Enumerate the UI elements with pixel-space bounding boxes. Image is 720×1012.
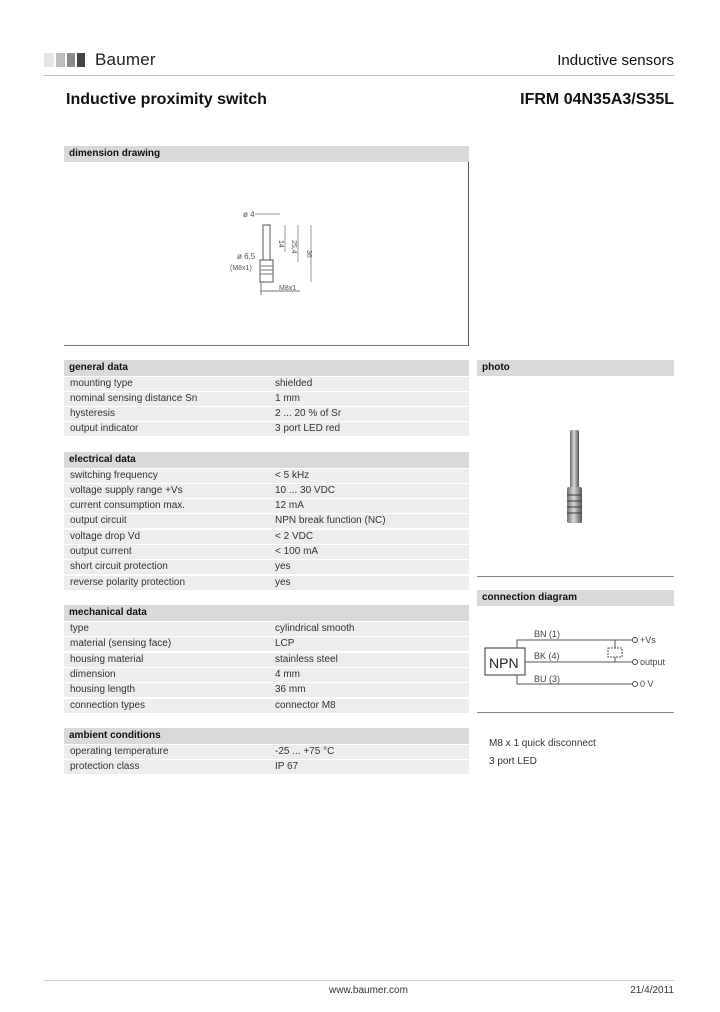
brand-logo-bars bbox=[44, 53, 90, 67]
row-label: switching frequency bbox=[70, 470, 158, 481]
terminal-0v bbox=[633, 682, 638, 687]
section-connection-diagram: connection diagram bbox=[477, 590, 674, 606]
row-label: operating temperature bbox=[70, 746, 169, 757]
dimension-label-dia4: ø 4 bbox=[243, 210, 255, 219]
table-row bbox=[64, 545, 469, 559]
row-label: short circuit protection bbox=[70, 561, 168, 572]
connection-note: 3 port LED bbox=[489, 756, 537, 767]
row-value: 2 ... 20 % of Sr bbox=[275, 408, 342, 419]
row-value: yes bbox=[275, 577, 291, 588]
table-row bbox=[64, 745, 469, 759]
row-label: protection class bbox=[70, 761, 140, 772]
row-label: voltage drop Vd bbox=[70, 531, 141, 542]
table-row bbox=[64, 576, 469, 590]
sensor-photo bbox=[555, 425, 595, 530]
dimension-label-thread: M8x1 bbox=[279, 285, 297, 292]
table-row bbox=[64, 377, 469, 391]
row-value: < 5 kHz bbox=[275, 470, 310, 481]
product-category: Inductive sensors bbox=[557, 52, 674, 69]
row-value: 4 mm bbox=[275, 669, 300, 680]
row-label: connection types bbox=[70, 700, 146, 711]
connection-note: M8 x 1 quick disconnect bbox=[489, 738, 596, 749]
row-value: < 2 VDC bbox=[275, 531, 314, 542]
load-resistor bbox=[608, 648, 622, 657]
row-value: 1 mm bbox=[275, 393, 300, 404]
row-value: 12 mA bbox=[275, 500, 304, 511]
row-value: 3 port LED red bbox=[275, 423, 341, 434]
row-label: mounting type bbox=[70, 378, 133, 389]
dimension-label-25: 25,4 bbox=[290, 240, 297, 254]
row-value: shielded bbox=[275, 378, 313, 389]
header-divider bbox=[44, 75, 674, 76]
table-row bbox=[64, 499, 469, 513]
dimension-drawing-bottom-rule bbox=[64, 345, 469, 346]
wire-label-bn: BN (1) bbox=[534, 629, 561, 639]
row-label: housing material bbox=[70, 654, 144, 665]
product-code: IFRM 04N35A3/S35L bbox=[520, 91, 674, 108]
terminal-label-vs: +Vs bbox=[640, 635, 656, 645]
dimension-label-36: 36 bbox=[305, 250, 312, 258]
row-label: type bbox=[70, 623, 89, 634]
dimension-drawing bbox=[225, 200, 335, 300]
section-mechanical-data: mechanical data bbox=[64, 605, 469, 621]
table-row bbox=[64, 469, 469, 483]
row-value: -25 ... +75 °C bbox=[275, 746, 335, 757]
page-title: Inductive proximity switch bbox=[66, 91, 267, 108]
table-row bbox=[64, 407, 469, 421]
row-label: nominal sensing distance Sn bbox=[70, 393, 198, 404]
terminal-label-output: output bbox=[640, 657, 666, 667]
row-label: current consumption max. bbox=[70, 500, 186, 511]
sensor-photo-connector bbox=[567, 487, 582, 523]
row-value: NPN break function (NC) bbox=[275, 515, 386, 526]
table-row bbox=[64, 392, 469, 406]
sensor-photo-shaft bbox=[570, 430, 579, 488]
section-dimension-drawing: dimension drawing bbox=[64, 146, 469, 162]
wire-label-bk: BK (4) bbox=[534, 651, 560, 661]
sensor-connector bbox=[260, 260, 273, 282]
table-row bbox=[64, 637, 469, 651]
footer-divider bbox=[44, 980, 674, 981]
row-value: < 100 mA bbox=[275, 546, 319, 557]
row-value: cylindrical smooth bbox=[275, 623, 355, 634]
connection-diagram bbox=[477, 618, 674, 700]
dimension-label-dia65: ø 6,5 bbox=[237, 252, 256, 261]
row-value: 36 mm bbox=[275, 684, 306, 695]
section-electrical-data: electrical data bbox=[64, 452, 469, 468]
row-value: connector M8 bbox=[275, 700, 336, 711]
row-label: hysteresis bbox=[70, 408, 116, 419]
table-row bbox=[64, 668, 469, 682]
terminal-label-0v: 0 V bbox=[640, 679, 654, 689]
section-ambient-conditions: ambient conditions bbox=[64, 728, 469, 744]
row-value: 10 ... 30 VDC bbox=[275, 485, 336, 496]
row-label: reverse polarity protection bbox=[70, 577, 186, 588]
row-label: material (sensing face) bbox=[70, 638, 172, 649]
logo-bar-3 bbox=[67, 53, 75, 67]
row-label: voltage supply range +Vs bbox=[70, 485, 183, 496]
table-row bbox=[64, 422, 469, 436]
terminal-output bbox=[633, 660, 638, 665]
row-value: yes bbox=[275, 561, 291, 572]
terminal-vs bbox=[633, 638, 638, 643]
footer-website-link[interactable]: www.baumer.com bbox=[329, 985, 408, 996]
table-row bbox=[64, 653, 469, 667]
table-row bbox=[64, 683, 469, 697]
table-row bbox=[64, 699, 469, 713]
row-label: housing length bbox=[70, 684, 136, 695]
row-value: stainless steel bbox=[275, 654, 338, 665]
sensor-shaft bbox=[263, 225, 270, 260]
logo-bar-2 bbox=[56, 53, 65, 67]
row-value: LCP bbox=[275, 638, 295, 649]
row-value: IP 67 bbox=[275, 761, 299, 772]
row-label: dimension bbox=[70, 669, 116, 680]
logo-bar-4 bbox=[77, 53, 85, 67]
footer-date: 21/4/2011 bbox=[630, 985, 674, 996]
photo-bottom-rule bbox=[477, 576, 674, 577]
npn-label: NPN bbox=[489, 655, 519, 671]
row-label: output indicator bbox=[70, 423, 139, 434]
table-row bbox=[64, 514, 469, 528]
table-row bbox=[64, 622, 469, 636]
section-general-data: general data bbox=[64, 360, 469, 376]
table-row bbox=[64, 484, 469, 498]
dimension-label-14: 14 bbox=[277, 240, 284, 248]
row-label: output circuit bbox=[70, 515, 127, 526]
diagram-bottom-rule bbox=[477, 712, 674, 713]
table-row bbox=[64, 760, 469, 774]
row-label: output current bbox=[70, 546, 132, 557]
dimension-label-shield: (M8x1) bbox=[230, 265, 252, 272]
table-row bbox=[64, 530, 469, 544]
table-row bbox=[64, 560, 469, 574]
section-photo: photo bbox=[477, 360, 674, 376]
wire-label-bu: BU (3) bbox=[534, 674, 561, 684]
brand-name: Baumer bbox=[95, 50, 156, 69]
logo-bar-1 bbox=[44, 53, 54, 67]
